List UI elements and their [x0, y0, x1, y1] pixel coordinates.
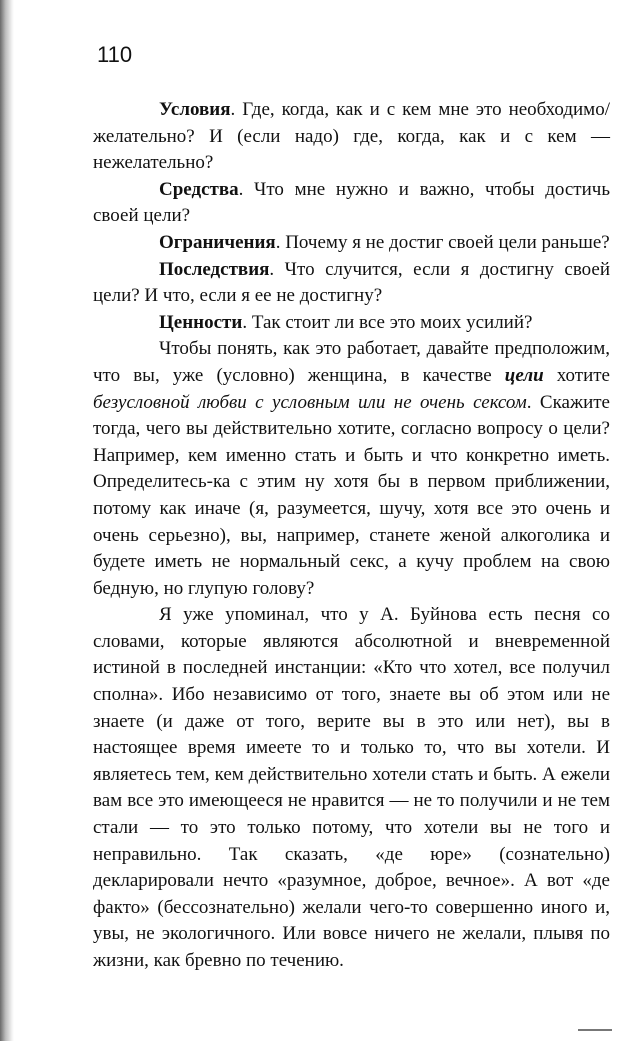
paragraph: [93, 257, 610, 310]
text-run: . Скажите тогда, чего вы действительно хотите, согласно вопросу о цели? Например, кем именно стать и быть и что конкретно иметь. Определитесь-ка с этим ну хотя бы в первом приближении, потому как иначе (я, разумеется, шучу, хотя все это очень и очень серьезно), вы, например, станете женой алкоголика и будете иметь не нормальный секс, а кучу проблем на свою бедную, но глупую голову?: [93, 391, 610, 599]
text-run: Чтобы понять, как это работает, давайте предположим, что вы, уже (условно) женщина, в качестве: [93, 338, 610, 386]
text-run: Последствия: [159, 258, 270, 280]
text-run: . Так стоит ли все это моих усилий?: [242, 311, 533, 333]
text-run: Условия: [159, 99, 231, 120]
text-run: . Почему я не достиг своей цели раньше?: [275, 231, 610, 253]
bottom-rule: [578, 1029, 612, 1031]
body-text: [93, 97, 610, 975]
text-run: Средства: [159, 178, 239, 200]
text-run: . Что случится, если я достигну своей цели? И что, если я ее не достигну?: [93, 258, 610, 307]
text-run: . Что мне нужно и важно, чтобы достичь своей цели?: [93, 178, 610, 227]
paragraph: [93, 177, 610, 230]
paragraph: [93, 602, 610, 974]
text-run: . Где, когда, как и с кем мне это необходимо/желательно? И (если надо) где, когда, как и с кем — нежелательно?: [93, 99, 610, 174]
page-number: 110: [97, 42, 133, 67]
paragraph: [93, 336, 610, 602]
text-run: хотите: [543, 364, 610, 386]
paragraph: [93, 230, 610, 257]
text-run: Ценности: [159, 311, 243, 333]
text-run: Ограничения: [159, 231, 276, 253]
text-run: безусловной любви с условным или не очень сексом: [93, 391, 527, 413]
text-run: цели: [504, 364, 544, 386]
text-run: Я уже упоминал, что у А. Буйнова есть песня со словами, которые являются абсолютной и вневременной истиной в последней инстанции: «Кто что хотел, все получил сполна». Ибо независимо от того, знаете вы об этом или не знаете (и даже от того, верите вы в это или нет), вы в настоящее время имеете то и только то, что вы хотели. И являетесь тем, кем действительно хотели стать и быть. А ежели вам все это имеющееся не нравится — не то получили и не тем стали — то это только потому, что хотели вы не того и неправильно. Так сказать, «де юре» (сознательно) декларировали нечто «разумное, доброе, вечное». А вот «де факто» (бессознательно) желали чего-то совершенно иного и, увы, не экологичного. Или вовсе ничего не желали, плывя по жизни, как бревно по течению.: [93, 604, 610, 971]
paragraph: [93, 310, 610, 337]
paragraph: [93, 97, 610, 177]
page-edge-shadow: [0, 0, 14, 1041]
